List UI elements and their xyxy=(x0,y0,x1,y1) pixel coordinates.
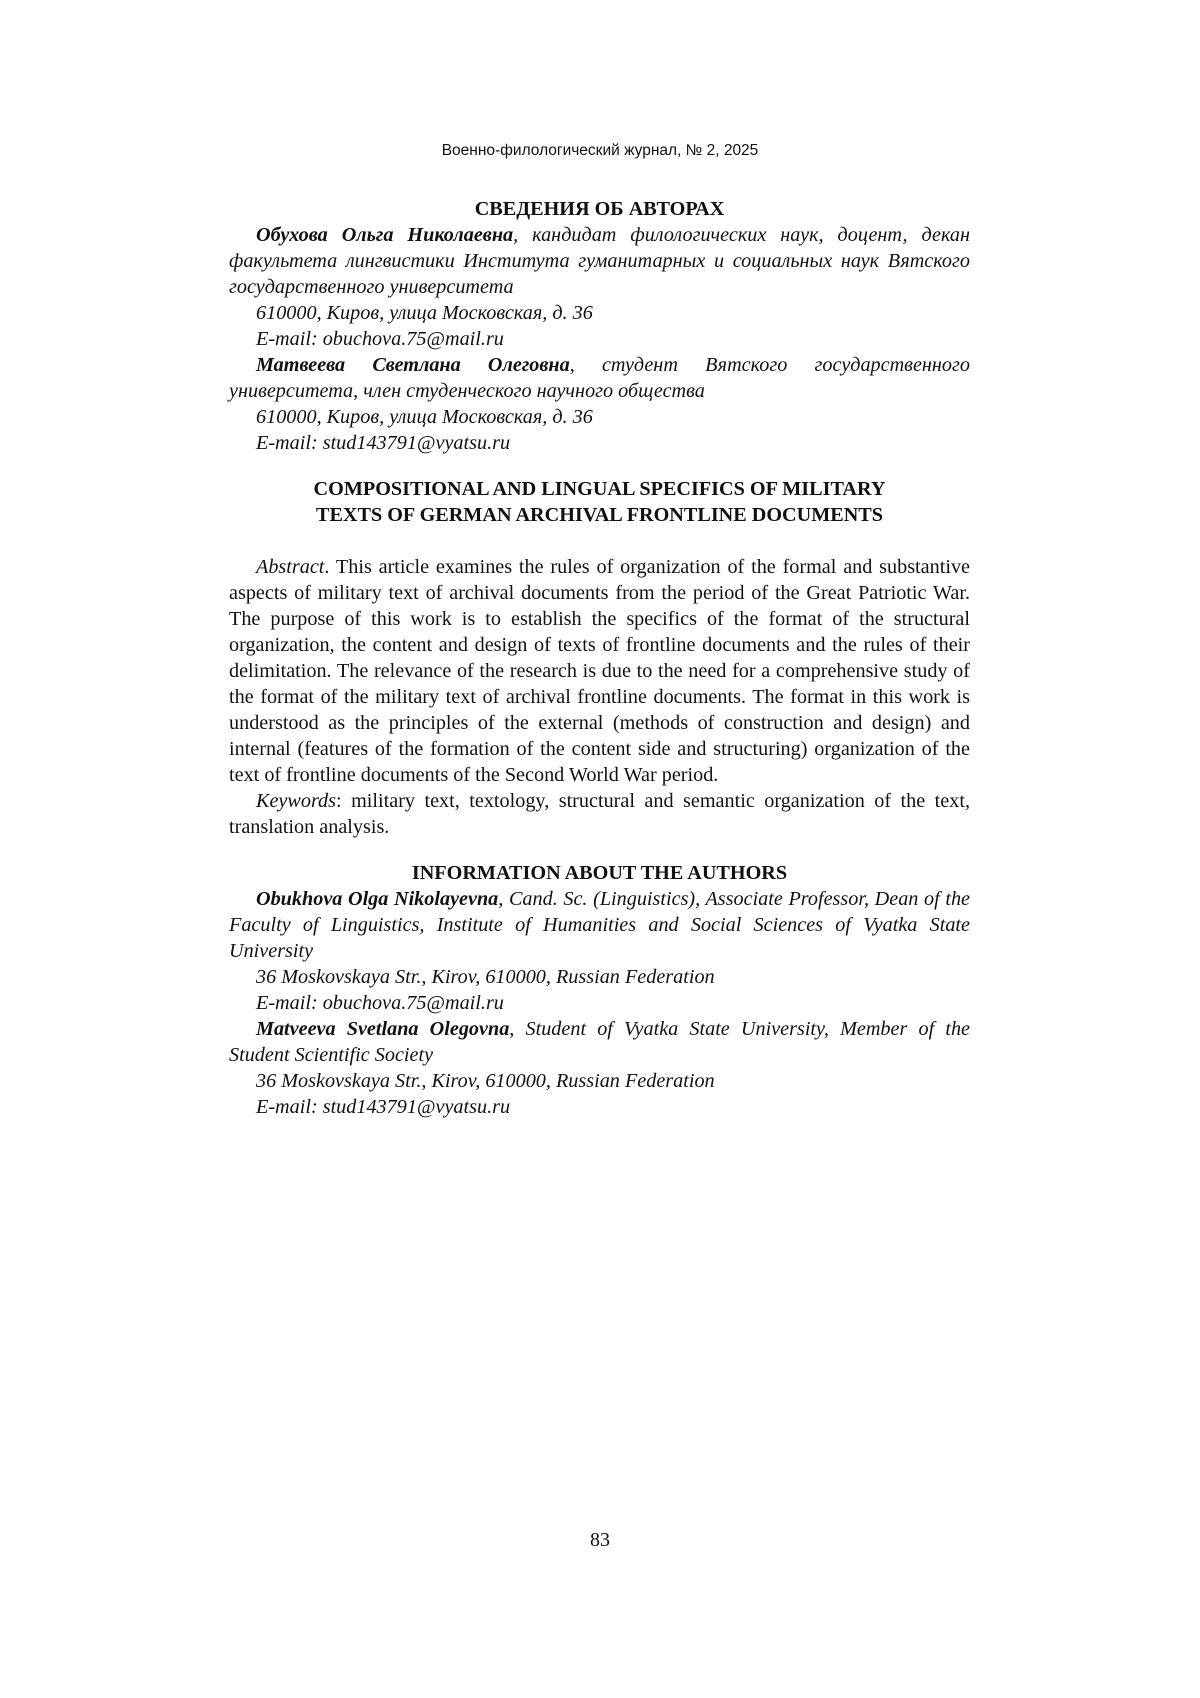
en-author-2-name: Matveeva Svetlana Olegovna xyxy=(256,1018,510,1040)
en-author-2-address: 36 Moskovskaya Str., Kirov, 610000, Russian Federation xyxy=(256,1070,715,1092)
en-author-1-desc: , Cand. Sc. (Linguistics), Associate Professor, Dean of the Faculty of Linguistics, Institute of Humanities and Social Sciences of Vyatka State University xyxy=(229,888,970,962)
en-author-1-email: E-mail: obuchova.75@mail.ru xyxy=(256,992,504,1014)
abstract-paragraph xyxy=(229,554,970,788)
ru-author-2-desc: , студент Вятского государственного университета, член студенческого научного общества xyxy=(229,354,970,402)
en-author-1-info xyxy=(229,886,970,964)
ru-author-2-info xyxy=(229,352,970,404)
ru-author-2-email: E-mail: stud143791@vyatsu.ru xyxy=(256,432,511,454)
abstract-label: Abstract xyxy=(256,556,325,578)
keywords-text: : military text, textology, structural and semantic organization of the text, translation analysis. xyxy=(229,790,970,838)
keywords-label: Keywords xyxy=(256,790,337,812)
spacer xyxy=(229,456,970,476)
page-content xyxy=(229,196,970,1120)
article-title-section xyxy=(229,476,970,528)
keywords-paragraph xyxy=(229,788,970,840)
en-author-1-address: 36 Moskovskaya Str., Kirov, 610000, Russian Federation xyxy=(256,966,715,988)
en-author-2-desc: , Student of Vyatka State University, Member of the Student Scientific Society xyxy=(229,1018,971,1066)
spacer xyxy=(229,840,970,860)
article-title-line-1: COMPOSITIONAL AND LINGUAL SPECIFICS OF MILITARY xyxy=(313,478,886,500)
article-title-line-2: TEXTS OF GERMAN ARCHIVAL FRONTLINE DOCUMENTS xyxy=(315,504,883,526)
ru-author-2-name: Матвеева Светлана Олеговна xyxy=(256,354,570,376)
abstract-text: . This article examines the rules of organization of the formal and substantive aspects of military text of archival documents from the period of the Great Patriotic War. The purpose of this work is to establish the specifics of the format of the structural organization, the content and design of texts of frontline documents and the rules of their delimitation. The relevance of the research is due to the need for a comprehensive study of the format of the military text of archival frontline documents. The format in this work is understood as the principles of the external (methods of construction and design) and internal (features of the formation of the content side and structuring) organization of the text of frontline documents of the Second World War period. xyxy=(229,556,970,786)
ru-author-2-address: 610000, Киров, улица Московская, д. 36 xyxy=(256,406,593,428)
en-authors-section xyxy=(229,860,970,1120)
ru-author-1-desc: , кандидат филологических наук, доцент, декан факультета лингвистики Института гуманитарных и социальных наук Вятского государственного университета xyxy=(229,224,971,298)
ru-author-1-info xyxy=(229,222,970,300)
abstract-section xyxy=(229,554,970,840)
en-author-2-email: E-mail: stud143791@vyatsu.ru xyxy=(256,1096,511,1118)
ru-authors-section xyxy=(229,196,970,456)
en-author-1-name: Obukhova Olga Nikolayevna xyxy=(256,888,499,910)
ru-author-1-address: 610000, Киров, улица Московская, д. 36 xyxy=(256,302,593,324)
en-author-2-info xyxy=(229,1016,970,1068)
ru-authors-heading: СВЕДЕНИЯ ОБ АВТОРАХ xyxy=(474,198,725,220)
page-number: 83 xyxy=(590,1529,610,1551)
en-authors-heading: INFORMATION ABOUT THE AUTHORS xyxy=(411,862,788,884)
running-header: Военно-филологический журнал, № 2, 2025 xyxy=(441,142,759,159)
spacer xyxy=(229,528,970,554)
ru-author-1-email: E-mail: obuchova.75@mail.ru xyxy=(256,328,504,350)
ru-author-1-name: Обухова Ольга Николаевна xyxy=(256,224,514,246)
